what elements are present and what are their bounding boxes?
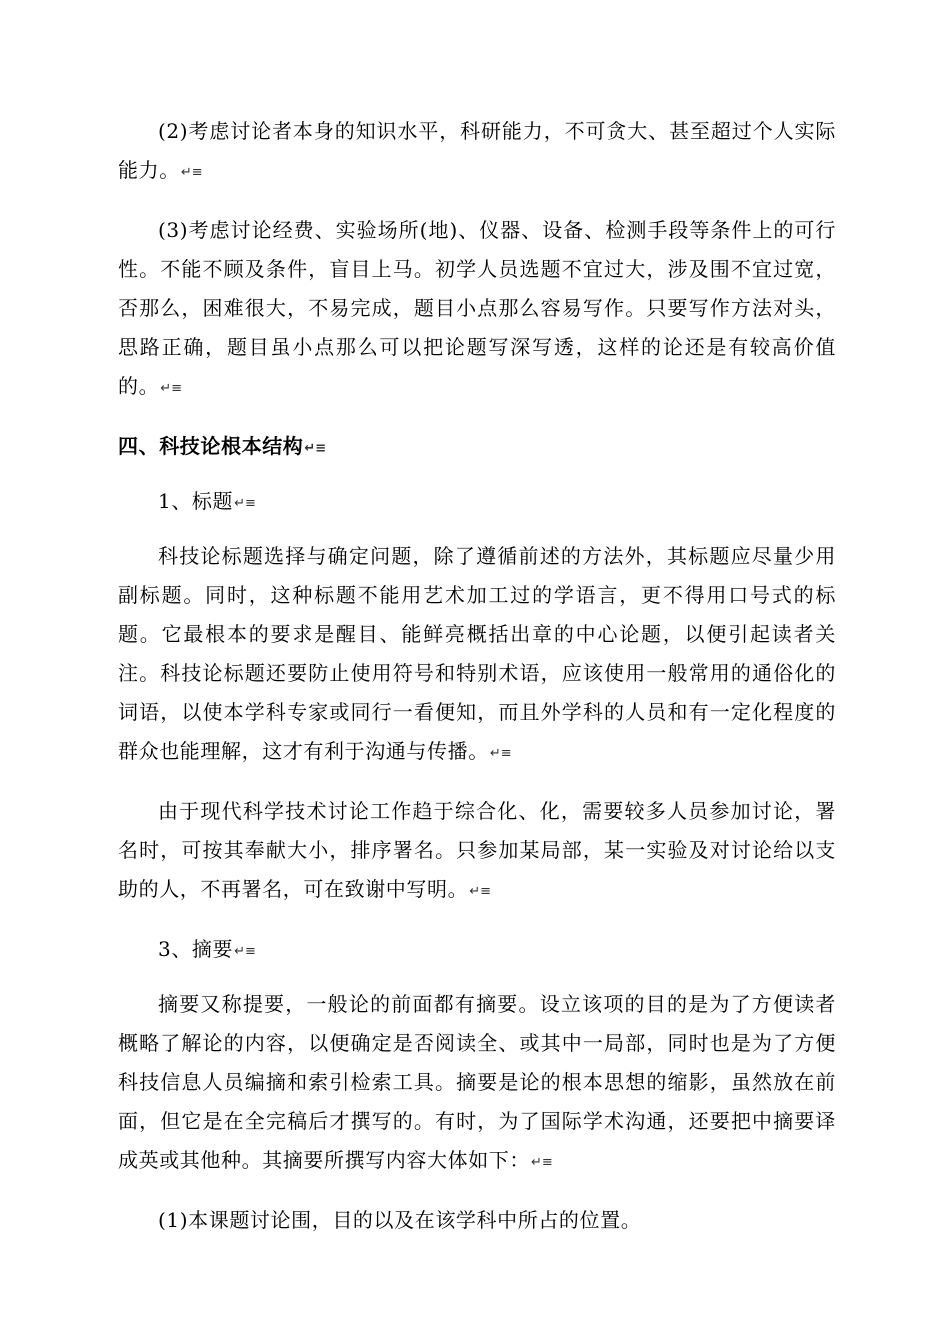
paragraph-mark-icon: ↵≡ bbox=[234, 944, 256, 959]
paragraph-mark-icon: ↵≡ bbox=[531, 1155, 553, 1170]
paragraph-title-rules bbox=[118, 537, 836, 773]
section-heading bbox=[118, 427, 836, 468]
paragraph-authorship bbox=[118, 792, 836, 911]
paragraph-item-3 bbox=[118, 211, 836, 408]
paragraph-text: (2)考虑讨论者本身的知识水平，科研能力，不可贪大、甚至超过个人实际能力。 bbox=[118, 119, 836, 182]
paragraph-abstract-item-1 bbox=[118, 1201, 836, 1240]
paragraph-text: 科技论标题选择与确定问题，除了遵循前述的方法外，其标题应尽量少用副标题。同时，这种标题不能用艺术加工过的学语言，更不得用口号式的标题。它最根本的要求是醒目、能鲜亮概括出章的中心论题，以便引起读者关注。科技论标题还要防止使用符号和特别术语，应该使用一般常用的通俗化的词语，以使本学科专家或同行一看便知，而且外学科的人员和有一定化程度的群众也能理解，这才有利于沟通与传播。 bbox=[118, 544, 836, 763]
subheading-text: 1、标题 bbox=[158, 489, 234, 513]
paragraph-mark-icon: ↵≡ bbox=[180, 165, 203, 180]
paragraph-abstract bbox=[118, 985, 836, 1182]
paragraph-text: 由于现代科学技术讨论工作趋于综合化、化，需要较多人员参加讨论，署名时，可按其奉献大小，排序署名。只参加某局部，某一实验及对讨论给以支助的人，不再署名，可在致谢中写明。 bbox=[118, 799, 836, 901]
document-page bbox=[118, 112, 836, 1259]
paragraph-item-2 bbox=[118, 112, 836, 192]
paragraph-mark-icon: ↵≡ bbox=[489, 746, 512, 761]
subheading-title bbox=[118, 482, 836, 523]
paragraph-mark-icon: ↵≡ bbox=[160, 381, 182, 396]
subheading-text: 3、摘要 bbox=[158, 937, 234, 961]
subheading-abstract bbox=[118, 930, 836, 971]
paragraph-mark-icon: ↵≡ bbox=[304, 441, 327, 456]
paragraph-text: (3)考虑讨论经费、实验场所(地)、仪器、设备、检测手段等条件上的可行性。不能不顾及条件，盲目上马。初学人员选题不宜过大，涉及围不宜过宽，否那么，困难很大，不易完成，题目小点那么容易写作。只要写作方法对头，思路正确，题目虽小点那么可以把论题写深写透，这样的论还是有较高价值的。 bbox=[118, 218, 836, 398]
paragraph-text: (1)本课题讨论围，目的以及在该学科中所占的位置。 bbox=[158, 1208, 642, 1232]
paragraph-mark-icon: ↵≡ bbox=[469, 884, 491, 899]
section-heading-text: 四、科技论根本结构 bbox=[118, 434, 304, 458]
paragraph-text: 摘要又称提要，一般论的前面都有摘要。设立该项的目的是为了方便读者概略了解论的内容，以便确定是否阅读全、或其中一局部，同时也是为了方便科技信息人员编摘和索引检索工具。摘要是论的根本思想的缩影，虽然放在前面，但它是在全完稿后才撰写的。有时，为了国际学术沟通，还要把中摘要译成英或其他种。其摘要所撰写内容大体如下： bbox=[118, 992, 836, 1172]
paragraph-mark-icon: ↵≡ bbox=[234, 496, 256, 511]
